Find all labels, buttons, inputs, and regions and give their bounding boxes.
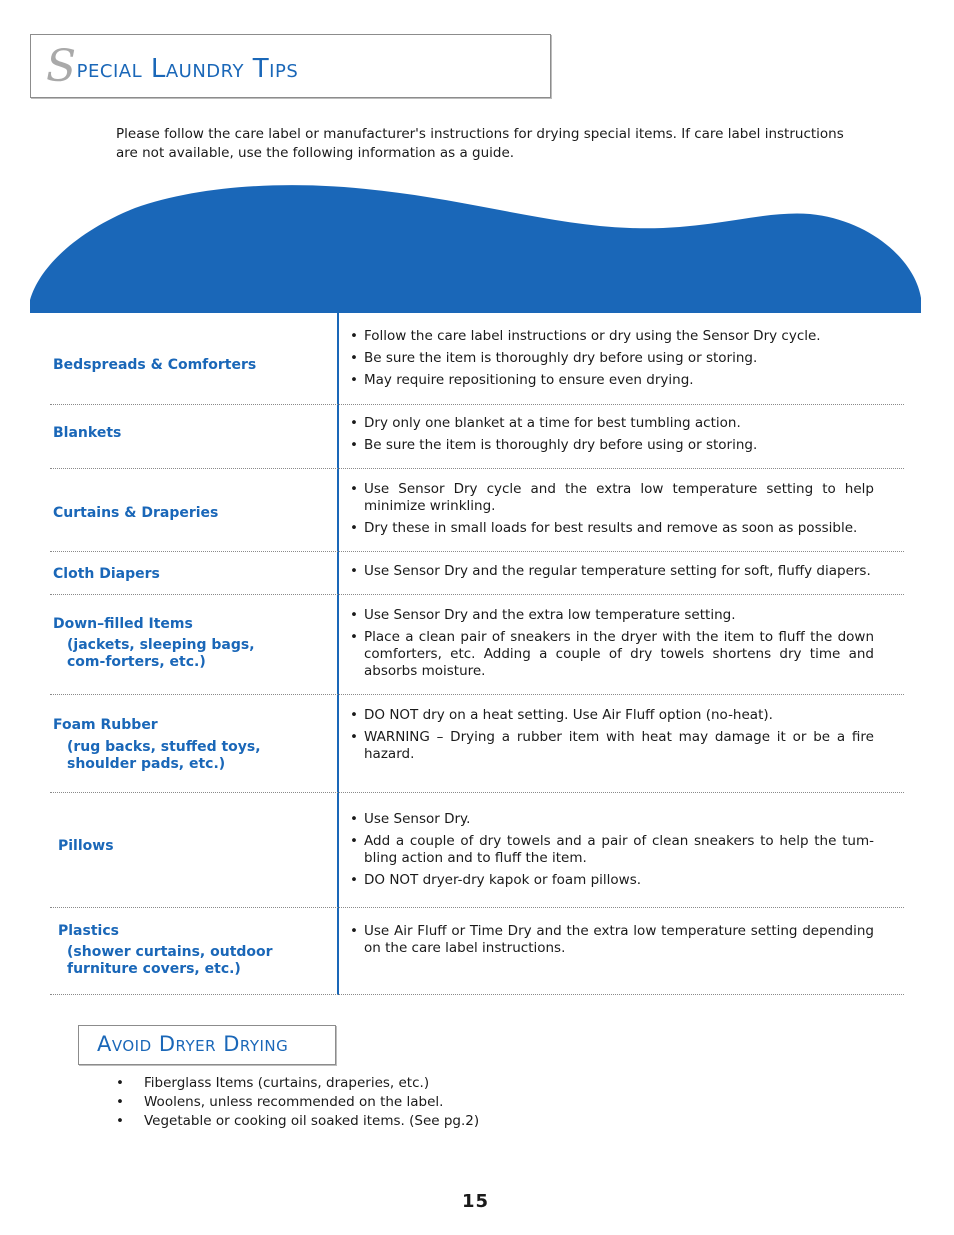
row-category-detail: (jackets, sleeping bags, com-forters, etc.) — [67, 637, 255, 670]
avoid-section-title-box — [78, 1025, 336, 1065]
page-title-rest: pecial Laundry Tips — [76, 54, 299, 84]
row-category-detail: (shower curtains, outdoor furniture covers, etc.) — [67, 944, 273, 977]
table-row — [50, 595, 904, 695]
intro-text: Please follow the care label or manufacturer's instructions for drying special items. If care label instructions are not available, use the following information as a guide. — [116, 126, 844, 161]
page-title-box — [30, 34, 551, 98]
tip-item: • Dry these in small loads for best results and remove as soon as possible. — [350, 520, 858, 536]
table-row — [50, 908, 904, 995]
row-tips — [346, 811, 874, 894]
row-tips — [346, 481, 874, 542]
tip-item: • Use Sensor Dry and the regular temperature setting for soft, fluffy diapers. — [350, 563, 871, 579]
tip-item: • WARNING – Drying a rubber item with heat may damage it or be a fire hazard. — [350, 729, 874, 762]
row-category: Cloth Diapers — [53, 566, 160, 582]
table-row — [50, 552, 904, 595]
avoid-item: • Vegetable or cooking oil soaked items. (See pg.2) — [116, 1113, 480, 1129]
row-category: Pillows — [58, 838, 114, 854]
row-category: Curtains & Draperies — [53, 505, 219, 521]
row-category: Foam Rubber — [53, 717, 158, 733]
row-category: Down–filled Items — [53, 616, 193, 632]
tip-item: • Be sure the item is thoroughly dry before using or storing. — [350, 437, 758, 453]
row-tips — [346, 415, 874, 459]
tip-item: • Dry only one blanket at a time for best tumbling action. — [350, 415, 741, 431]
tip-item: • Use Sensor Dry and the extra low temperature setting. — [350, 607, 736, 623]
table-row — [50, 793, 904, 908]
row-tips — [346, 707, 874, 768]
page-title — [46, 41, 298, 92]
row-tips — [346, 607, 874, 685]
avoid-section-title: Avoid Dryer Drying — [97, 1032, 289, 1056]
avoid-item: • Fiberglass Items (curtains, draperies, etc.) — [116, 1075, 430, 1091]
avoid-list — [116, 1074, 479, 1131]
row-category-detail: (rug backs, stuffed toys, shoulder pads, etc.) — [67, 739, 261, 772]
tip-item: • DO NOT dryer-dry kapok or foam pillows. — [350, 872, 642, 888]
table-row — [50, 695, 904, 793]
tip-item: • Follow the care label instructions or dry using the Sensor Dry cycle. — [350, 328, 821, 344]
row-category: Bedspreads & Comforters — [53, 357, 257, 373]
wave-banner — [30, 180, 922, 314]
tip-item: • May require repositioning to ensure even drying. — [350, 372, 694, 388]
tip-item: • Use Air Fluff or Time Dry and the extra low temperature setting depending on the care label instructions. — [350, 923, 874, 956]
tip-item: • DO NOT dry on a heat setting. Use Air Fluff option (no-heat). — [350, 707, 773, 723]
tip-item: • Place a clean pair of sneakers in the dryer with the item to fluff the down comforters, etc. Adding a couple of dry towels shortens dry time and absorbs moisture. — [350, 629, 874, 679]
tip-item: • Use Sensor Dry. — [350, 811, 471, 827]
tip-item: • Add a couple of dry towels and a pair of clean sneakers to help the tum-bling action and to fluff the item. — [350, 833, 874, 866]
avoid-item: • Woolens, unless recommended on the label. — [116, 1094, 444, 1110]
tip-item: • Be sure the item is thoroughly dry before using or storing. — [350, 350, 758, 366]
page-number: 15 — [462, 1191, 490, 1212]
row-category: Plastics — [58, 923, 119, 939]
table-row — [50, 405, 904, 469]
table-row — [50, 469, 904, 552]
row-tips — [346, 328, 874, 394]
table-row — [50, 312, 904, 405]
row-category: Blankets — [53, 425, 122, 441]
row-tips — [346, 923, 874, 962]
tip-item: • Use Sensor Dry cycle and the extra low temperature setting to help minimize wrinkling. — [350, 481, 874, 514]
page-title-initial: S — [46, 41, 77, 92]
row-tips — [346, 563, 874, 585]
